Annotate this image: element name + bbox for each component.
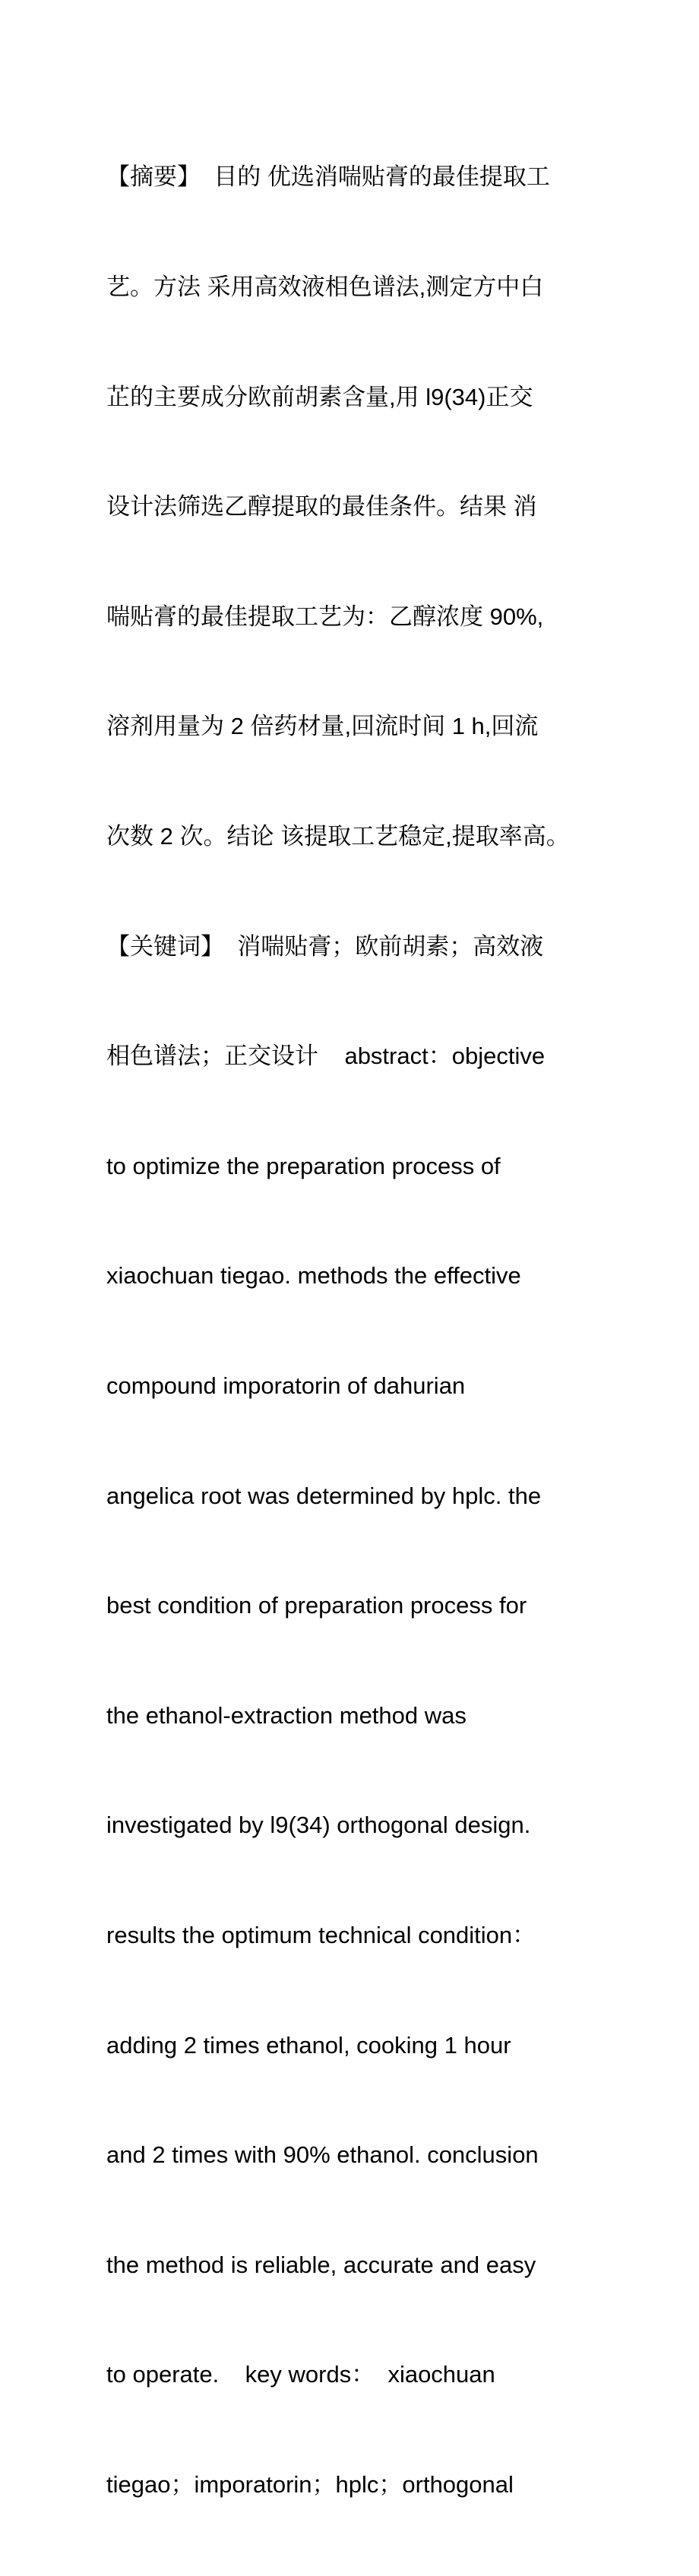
- text-line: 【摘要】 目的 优选消喘贴膏的最佳提取工: [106, 163, 550, 191]
- keywords-line: 【关键词】 消喘贴膏；欧前胡素；高效液: [106, 932, 544, 960]
- text-line: the method is reliable, accurate and easy: [106, 2251, 536, 2278]
- text-line: xiaochuan tiegao. methods the effective: [106, 1262, 521, 1290]
- text-line: angelica root was determined by hplc. the: [106, 1482, 542, 1509]
- text-line: compound imporatorin of dahurian: [106, 1372, 466, 1399]
- text-line: to optimize the preparation process of: [106, 1152, 501, 1179]
- text-line: and 2 times with 90% ethanol. conclusion: [106, 2141, 539, 2169]
- text-line: 次数 2 次。结论 该提取工艺稳定,提取率高。: [106, 822, 570, 850]
- text-line: 设计法筛选乙醇提取的最佳条件。结果 消: [106, 493, 537, 521]
- text-line: results the optimum technical condition：: [106, 1921, 536, 1948]
- text-line: the ethanol-extraction method was: [106, 1701, 467, 1729]
- text-line: to operate. key words： xiaochuan: [106, 2361, 495, 2388]
- text-line: 芷的主要成分欧前胡素含量,用 l9(34)正交: [106, 383, 533, 410]
- text-line: tiegao；imporatorin；hplc；orthogonal: [106, 2470, 514, 2498]
- text-line: 喘贴膏的最佳提取工艺为：乙醇浓度 90%,: [106, 603, 544, 630]
- text-line: adding 2 times ethanol, cooking 1 hour: [106, 2031, 511, 2059]
- text-line: best condition of preparation process for: [106, 1592, 527, 1619]
- text-line: 艺。方法 采用高效液相色谱法,测定方中白: [106, 274, 544, 300]
- text-line: 溶剂用量为 2 倍药材量,回流时间 1 h,回流: [106, 713, 539, 740]
- abstract-paragraph: [106, 86, 623, 2576]
- text-line: investigated by l9(34) orthogonal design.: [106, 1812, 531, 1839]
- text-line: 相色谱法；正交设计 abstract：objective: [106, 1043, 546, 1070]
